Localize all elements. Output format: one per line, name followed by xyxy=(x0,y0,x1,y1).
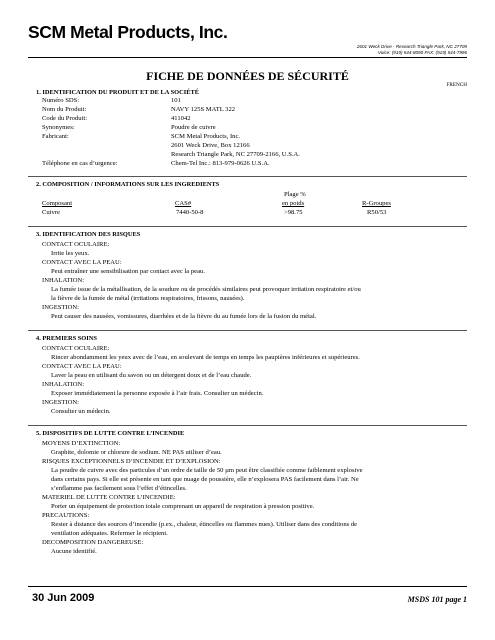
company-address: 2601 Weck Drive · Research Triangle Park, NC 27709 xyxy=(356,44,467,49)
body-line: Irrite les yeux. xyxy=(51,250,90,257)
body-line: Aucune identifié. xyxy=(51,548,97,555)
subheading: RISQUES EXCEPTIONNELS D’INCENDIE ET D’EXPLOSION: xyxy=(42,458,221,465)
subheading: PRECAUTIONS: xyxy=(42,512,90,519)
field-value: Poudre de cuivre xyxy=(171,124,216,131)
section-1-heading: 1. IDENTIFICATION DU PRODUIT ET DE LA SOCIÉTÉ xyxy=(36,89,199,96)
column-header: CAS# xyxy=(175,200,192,207)
field-value: 2601 Weck Drive, Box 12166 xyxy=(171,142,250,149)
body-line: La fumée issue de la métallisation, de la soudure ou de procédés similaires peut provoquer irritation respiratoire et/ou xyxy=(51,286,361,293)
section-3-heading: 3. IDENTIFICATION DES RISQUES xyxy=(36,231,141,238)
field-value: SCM Metal Products, Inc. xyxy=(171,133,241,140)
field-label: Code du Produit: xyxy=(42,115,88,122)
footer-rule xyxy=(28,586,467,587)
company-name: SCM Metal Products, Inc. xyxy=(28,22,228,42)
section-5-heading: 5. DISPOSITIFS DE LUTTE CONTRE L’INCENDIE xyxy=(36,430,185,437)
field-label: Nom du Produit: xyxy=(42,106,87,113)
section-2-heading: 2. COMPOSITION / INFORMATIONS SUR LES INGREDIENTS xyxy=(36,181,220,188)
subheading: MOYENS D’EXTINCTION: xyxy=(42,440,121,447)
subheading: INHALATION: xyxy=(42,381,85,388)
language-label: FRENCH xyxy=(446,82,467,88)
field-value: NAVY 125S MATL 322 xyxy=(171,106,236,113)
subheading: DECOMPOSITION DANGEREUSE: xyxy=(42,539,144,546)
body-line: dans certains pays. Si elle est présente en tant que nuage de poussière, elle n’explosera PAS facilement dans l’air. Ne xyxy=(51,476,359,483)
field-label: Fabricant: xyxy=(42,133,69,140)
field-label: Synonymes: xyxy=(42,124,75,131)
table-cell: >98.75 xyxy=(284,209,303,216)
table-cell: Cuivre xyxy=(42,209,60,216)
body-line: Consulter un médecin. xyxy=(51,408,111,415)
column-header: Composant xyxy=(42,200,73,207)
subheading: CONTACT AVEC LA PEAU: xyxy=(42,259,122,266)
body-line: Peut entraîner une sensibilisation par contact avec la peau. xyxy=(51,268,205,275)
body-line: Peut causer des nausées, vomissures, diarrhées et de la fièvre du au fumée lors de la fusion du métal. xyxy=(51,313,317,320)
body-line: Laver la peau en utilisant du savon ou un détergent doux et de l’eau chaude. xyxy=(51,372,252,379)
section-divider xyxy=(28,226,467,227)
subheading: INHALATION: xyxy=(42,277,85,284)
body-line: La poudre de cuivre avec des particules d’un ordre de taille de 50 µm peut être classifiée comme faiblement explosive xyxy=(51,467,363,474)
section-divider xyxy=(28,425,467,426)
field-value: Chem-Tel Inc.: 813-979-0626 U.S.A. xyxy=(171,160,270,167)
body-line: la fièvre de la fumée de métal (irritations respiratoires, frissons, nausées). xyxy=(51,295,245,302)
footer-page-number: MSDS 101 page 1 xyxy=(407,595,467,604)
body-line: Porter un équipement de protection totale comprenant un appareil de respiration à pression positive. xyxy=(51,503,315,510)
document-title: FICHE DE DONNÉES DE SÉCURITÉ xyxy=(146,69,349,83)
column-header: en poids xyxy=(282,200,305,207)
table-cell: 7440-50-8 xyxy=(176,209,204,216)
body-line: Rester à distance des sources d’incendie (p.ex., chaleur, étincelles ou flammes nues). Utiliser dans des conditions de xyxy=(51,521,358,528)
field-value: Research Triangle Park, NC 27709-2166, U.S.A. xyxy=(171,151,300,158)
plage-label: Plage % xyxy=(284,191,306,198)
field-label: Téléphone en cas d’urgence: xyxy=(42,160,118,167)
field-label: Numéro SDS: xyxy=(42,97,80,104)
header-rule xyxy=(28,57,467,58)
subheading: CONTACT OCULAIRE: xyxy=(42,241,110,248)
field-value: 411042 xyxy=(171,115,191,122)
table-cell: R50/53 xyxy=(367,209,387,216)
body-line: Exposer immédiatement la personne exposée à l’air frais. Consulter un médecin. xyxy=(51,390,264,397)
footer-date: 30 Jun 2009 xyxy=(32,592,95,604)
section-divider xyxy=(28,330,467,331)
body-line: ventilation adéquates. Refermer le récipient. xyxy=(51,530,168,537)
column-header: R-Groupes xyxy=(362,200,391,207)
subheading: CONTACT OCULAIRE: xyxy=(42,345,110,352)
section-4-heading: 4. PREMIERS SOINS xyxy=(36,335,97,342)
subheading: CONTACT AVEC LA PEAU: xyxy=(42,363,122,370)
company-contact: Voice: (919) 544-8090 FAX: (919) 544-7996 xyxy=(377,50,467,55)
body-line: s’enflamme pas facilement sous l’effet d’étincelles. xyxy=(51,485,187,492)
section-divider xyxy=(28,176,467,177)
body-line: Graphite, dolomie or chlorure de sodium. NE PAS utiliser d’eau. xyxy=(51,449,222,456)
subheading: INGESTION: xyxy=(42,399,79,406)
subheading: MATERIEL DE LUTTE CONTRE L’INCENDIE: xyxy=(42,494,176,501)
subheading: INGESTION: xyxy=(42,304,79,311)
body-line: Rincer abondamment les yeux avec de l’eau, en soulevant de temps en temps les paupières inférieures et supérieures. xyxy=(51,354,360,361)
field-value: 101 xyxy=(171,97,181,104)
